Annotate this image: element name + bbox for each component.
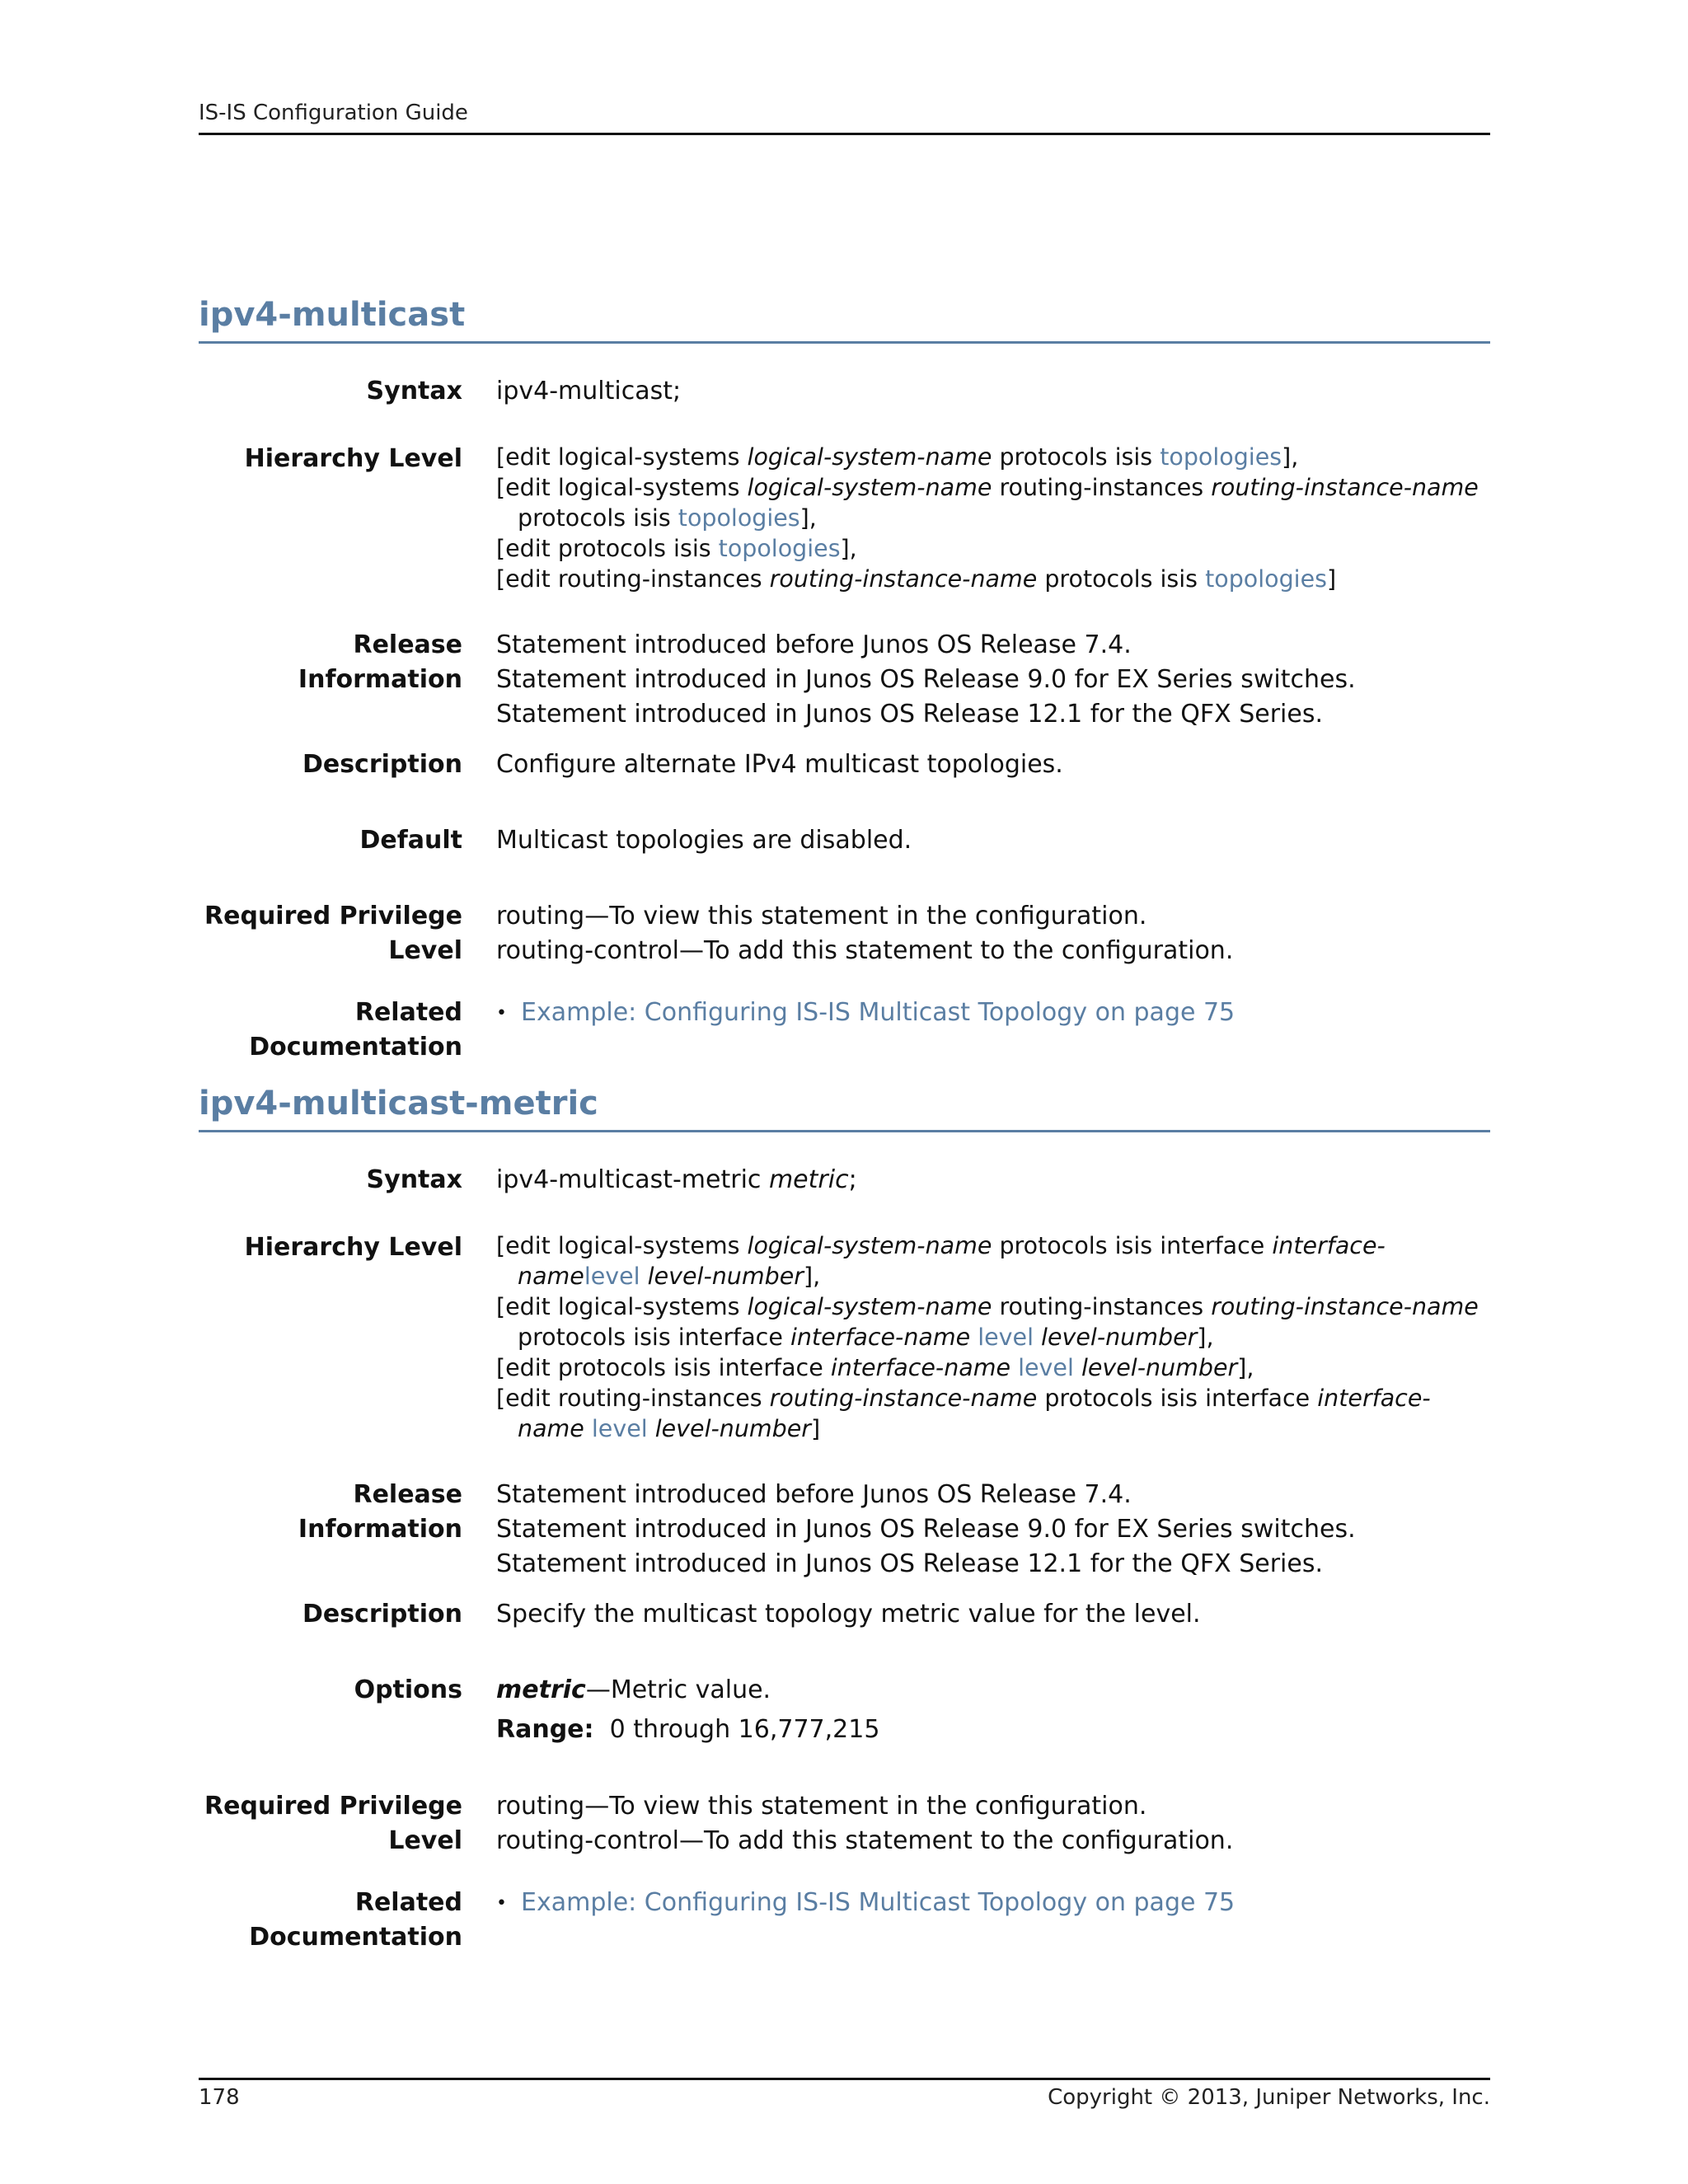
- description-label: Description: [302, 1600, 462, 1629]
- section-title: ipv4-multicast: [199, 296, 466, 334]
- hierarchy-line: [edit protocols isis interface interface-name level level-number],: [496, 1354, 1254, 1381]
- hierarchy-line: [edit logical-systems logical-system-name protocols isis interface interface-namelevel level-number],: [496, 1232, 1386, 1290]
- bullet-icon: •: [496, 1002, 507, 1024]
- level-link[interactable]: level: [970, 1324, 1034, 1351]
- release-value: [496, 1478, 1490, 1582]
- topologies-link[interactable]: topologies: [718, 535, 841, 562]
- level-link[interactable]: level: [584, 1263, 640, 1290]
- release-line: Statement introduced in Junos OS Release 9.0 for EX Series switches.: [496, 1515, 1356, 1544]
- bullet-icon: •: [496, 1892, 507, 1914]
- topologies-link[interactable]: topologies: [1160, 443, 1282, 471]
- release-line: Statement introduced in Junos OS Release 12.1 for the QFX Series.: [496, 1549, 1323, 1578]
- option-range: Range: 0 through 16,777,215: [496, 1715, 880, 1744]
- section-title: ipv4-multicast-metric: [199, 1085, 598, 1122]
- related-value: [496, 996, 1490, 1031]
- hierarchy-value: [496, 1230, 1490, 1444]
- related-label: Related Documentation: [249, 998, 462, 1062]
- section-rule: [199, 341, 1490, 344]
- default-value: Multicast topologies are disabled.: [496, 826, 912, 855]
- syntax-label: Syntax: [366, 377, 462, 405]
- hierarchy-line: [edit logical-systems logical-system-name protocols isis topologies],: [496, 443, 1299, 471]
- section-rule: [199, 1130, 1490, 1132]
- syntax-value: ipv4-multicast-metric metric;: [496, 1165, 857, 1194]
- syntax-label: Syntax: [366, 1165, 462, 1194]
- privilege-line: routing-control—To add this statement to the configuration.: [496, 1826, 1234, 1855]
- hierarchy-line: [edit logical-systems logical-system-name routing-instances routing-instance-name protocols isis topologies],: [496, 474, 1479, 532]
- related-doc-link[interactable]: Example: Configuring IS-IS Multicast Topology on page 75: [521, 998, 1236, 1027]
- privilege-line: routing-control—To add this statement to the configuration.: [496, 936, 1234, 965]
- running-header: IS-IS Configuration Guide: [199, 101, 468, 125]
- hierarchy-line: [edit protocols isis topologies],: [496, 535, 857, 562]
- release-line: Statement introduced before Junos OS Release 7.4.: [496, 630, 1132, 659]
- description-value: Configure alternate IPv4 multicast topologies.: [496, 750, 1063, 779]
- description-value: Specify the multicast topology metric value for the level.: [496, 1600, 1201, 1629]
- option-metric: metric—Metric value.: [496, 1675, 771, 1704]
- release-line: Statement introduced before Junos OS Release 7.4.: [496, 1480, 1132, 1509]
- hierarchy-label: Hierarchy Level: [244, 1233, 462, 1262]
- level-link[interactable]: level: [1010, 1354, 1074, 1381]
- privilege-label: Required Privilege Level: [204, 902, 462, 965]
- level-link[interactable]: level: [584, 1415, 648, 1442]
- related-value: [496, 1886, 1490, 1921]
- section-ipv4-multicast-heading: [199, 298, 1490, 344]
- topologies-link[interactable]: topologies: [1205, 565, 1327, 593]
- copyright: Copyright © 2013, Juniper Networks, Inc.: [1048, 2085, 1490, 2110]
- privilege-line: routing—To view this statement in the configuration.: [496, 902, 1147, 930]
- release-label: Release Information: [298, 630, 462, 694]
- hierarchy-line: [edit logical-systems logical-system-name routing-instances routing-instance-name protocols isis interface interface-name level level-number],: [496, 1293, 1479, 1351]
- description-label: Description: [302, 750, 462, 779]
- hierarchy-value: [496, 442, 1490, 594]
- syntax-value: ipv4-multicast;: [496, 377, 682, 405]
- release-line: Statement introduced in Junos OS Release 12.1 for the QFX Series.: [496, 700, 1323, 729]
- related-doc-link[interactable]: Example: Configuring IS-IS Multicast Topology on page 75: [521, 1888, 1236, 1917]
- release-value: [496, 628, 1490, 732]
- page-number: 178: [199, 2085, 240, 2110]
- release-label: Release Information: [298, 1480, 462, 1544]
- hierarchy-label: Hierarchy Level: [244, 444, 462, 473]
- section-ipv4-multicast-metric-heading: [199, 1087, 1490, 1132]
- hierarchy-line: [edit routing-instances routing-instance-name protocols isis interface interface-name level level-number]: [496, 1385, 1431, 1442]
- privilege-label: Required Privilege Level: [204, 1792, 462, 1855]
- options-value: [496, 1673, 1490, 1747]
- privilege-value: [496, 899, 1490, 968]
- release-line: Statement introduced in Junos OS Release 9.0 for EX Series switches.: [496, 665, 1356, 694]
- options-label: Options: [354, 1675, 462, 1704]
- related-label: Related Documentation: [249, 1888, 462, 1952]
- topologies-link[interactable]: topologies: [678, 504, 800, 532]
- default-label: Default: [359, 826, 462, 855]
- footer-rule: [199, 2078, 1490, 2080]
- hierarchy-line: [edit routing-instances routing-instance-name protocols isis topologies]: [496, 565, 1337, 593]
- header-rule: [199, 133, 1490, 135]
- privilege-value: [496, 1789, 1490, 1858]
- privilege-line: routing—To view this statement in the configuration.: [496, 1792, 1147, 1821]
